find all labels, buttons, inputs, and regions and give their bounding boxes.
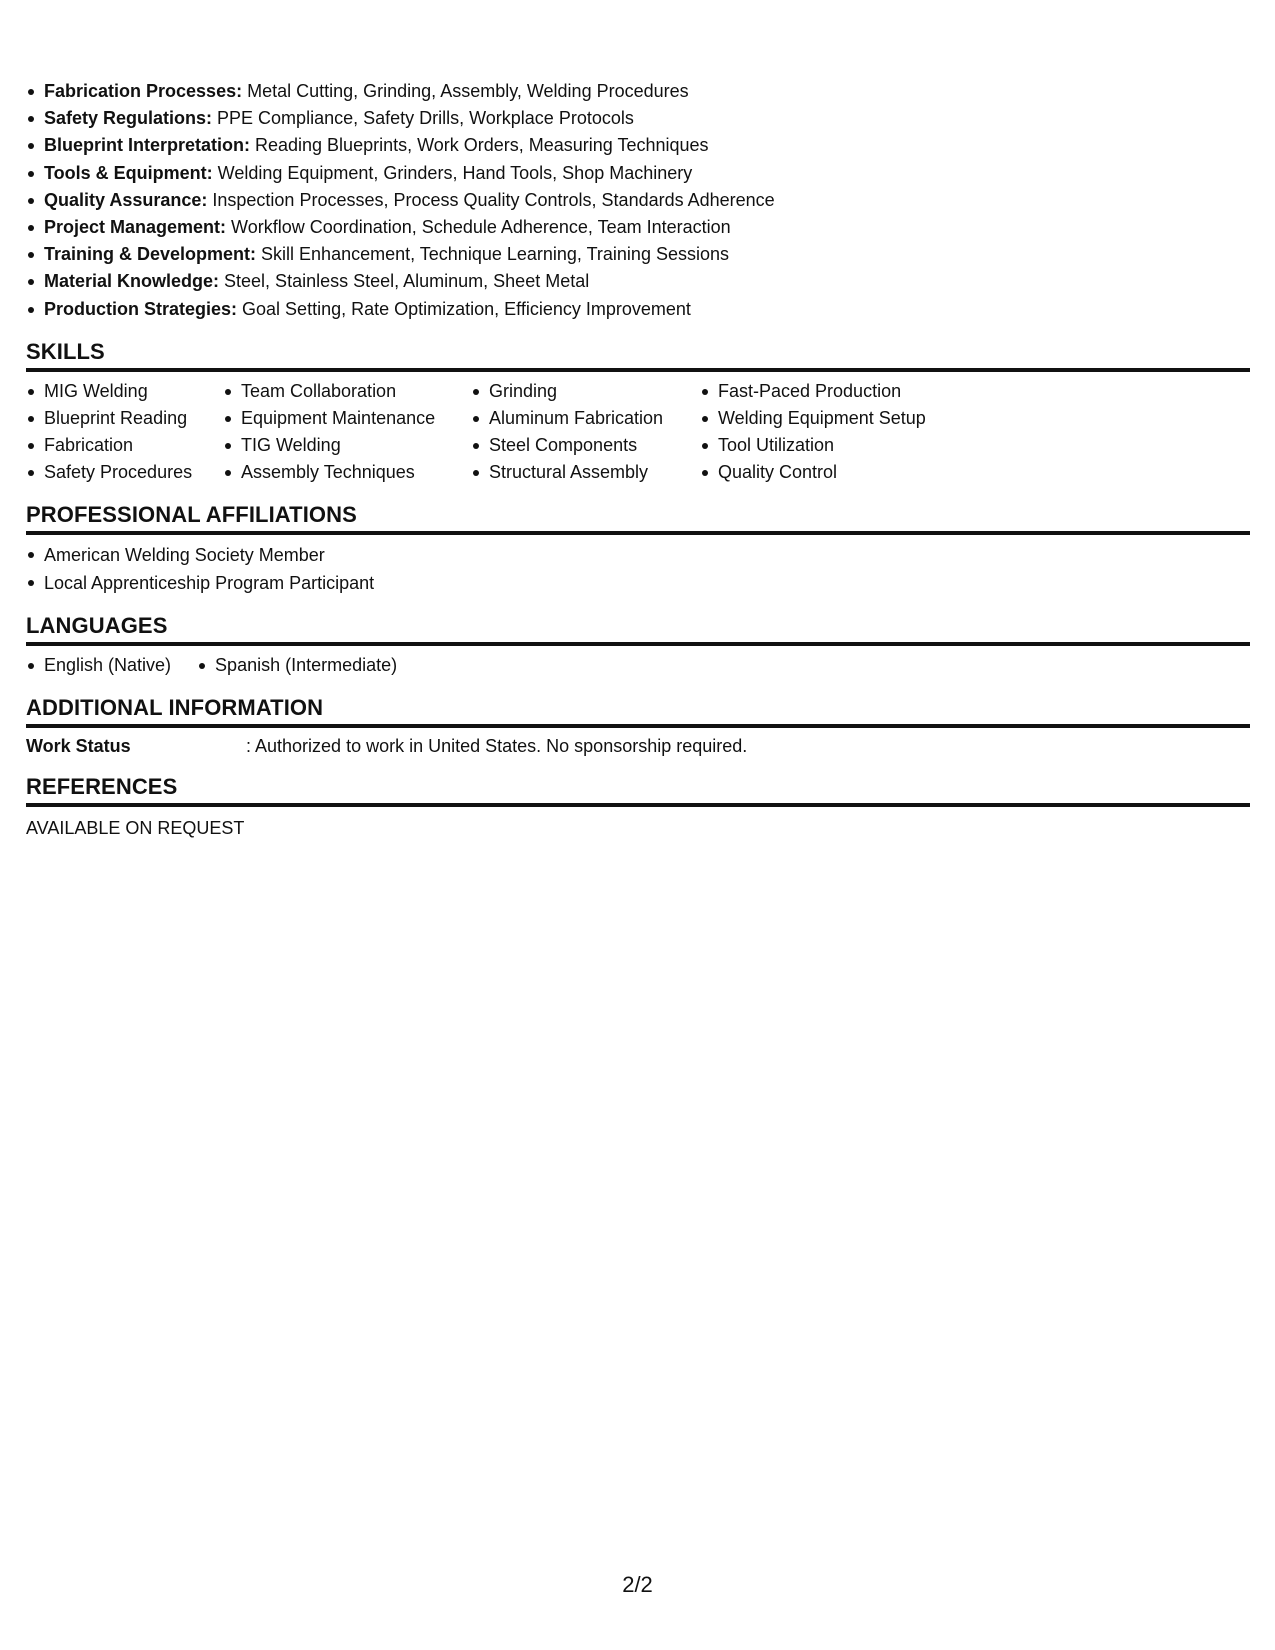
skill-item: Structural Assembly: [471, 459, 700, 486]
work-status-label: Work Status: [26, 735, 131, 756]
competencies-list: [26, 78, 1250, 323]
list-item: [26, 268, 1250, 295]
competency-label: Quality Assurance:: [44, 189, 208, 210]
skill-item: Fabrication: [26, 432, 223, 459]
competency-text: Skill Enhancement, Technique Learning, Training Sessions: [256, 244, 729, 265]
additional-info-heading: ADDITIONAL INFORMATION: [26, 695, 1250, 728]
skills-heading: SKILLS: [26, 339, 1250, 372]
skill-item: Fast-Paced Production: [700, 378, 960, 405]
competency-text: Reading Blueprints, Work Orders, Measuring Techniques: [250, 135, 709, 156]
competency-text: Welding Equipment, Grinders, Hand Tools, Shop Machinery: [212, 162, 693, 183]
skills-column: [700, 378, 960, 486]
competency-label: Tools & Equipment:: [44, 162, 213, 183]
competency-label: Safety Regulations:: [44, 108, 213, 129]
competency-text: PPE Compliance, Safety Drills, Workplace Protocols: [212, 108, 634, 129]
competency-text: Steel, Stainless Steel, Aluminum, Sheet Metal: [219, 271, 590, 292]
skills-column: [471, 378, 700, 486]
competency-label: Production Strategies:: [44, 298, 238, 319]
work-status-row: [26, 734, 1250, 758]
page-number: 2/2: [622, 1572, 653, 1597]
affiliation-item: Local Apprenticeship Program Participant: [26, 569, 1250, 597]
competency-label: Fabrication Processes:: [44, 81, 243, 101]
competency-label: Project Management:: [44, 217, 227, 238]
language-item: Spanish (Intermediate): [197, 652, 397, 679]
skill-item: Equipment Maintenance: [223, 405, 471, 432]
competency-label: Training & Development:: [44, 244, 257, 265]
competency-text: Goal Setting, Rate Optimization, Efficiency Improvement: [237, 298, 691, 319]
references-text: AVAILABLE ON REQUEST: [26, 817, 245, 838]
work-status-value: : Authorized to work in United States. No sponsorship required.: [246, 735, 748, 756]
references-heading: REFERENCES: [26, 774, 1250, 807]
skills-column: [26, 378, 223, 486]
list-item: [26, 105, 1250, 132]
skill-item: Assembly Techniques: [223, 459, 471, 486]
skill-item: MIG Welding: [26, 378, 223, 405]
list-item: [26, 241, 1250, 268]
skill-item: Safety Procedures: [26, 459, 223, 486]
languages-list: [26, 652, 1250, 679]
skills-column: [223, 378, 471, 486]
skill-item: Grinding: [471, 378, 700, 405]
skill-item: Aluminum Fabrication: [471, 405, 700, 432]
list-item: [26, 160, 1250, 187]
list-item: [26, 296, 1250, 323]
affiliation-item: American Welding Society Member: [26, 541, 1250, 569]
competency-text: Inspection Processes, Process Quality Controls, Standards Adherence: [207, 189, 775, 210]
competency-text: Workflow Coordination, Schedule Adherence, Team Interaction: [226, 217, 731, 238]
skill-item: Welding Equipment Setup: [700, 405, 960, 432]
affiliations-heading: PROFESSIONAL AFFILIATIONS: [26, 502, 1250, 535]
list-item: [26, 187, 1250, 214]
skill-item: Team Collaboration: [223, 378, 471, 405]
resume-page-2: [26, 78, 1250, 841]
competency-label: Blueprint Interpretation:: [44, 135, 250, 156]
competency-label: Material Knowledge:: [44, 271, 220, 292]
languages-heading: LANGUAGES: [26, 613, 1250, 646]
affiliations-list: [26, 541, 1250, 597]
language-item: English (Native): [26, 652, 171, 679]
list-item: [26, 78, 1250, 105]
list-item: [26, 132, 1250, 159]
skill-item: Quality Control: [700, 459, 960, 486]
skill-item: TIG Welding: [223, 432, 471, 459]
list-item: [26, 214, 1250, 241]
skill-item: Blueprint Reading: [26, 405, 223, 432]
skill-item: Tool Utilization: [700, 432, 960, 459]
skills-grid: [26, 378, 1250, 486]
competency-text: Metal Cutting, Grinding, Assembly, Welding Procedures: [242, 81, 689, 101]
skill-item: Steel Components: [471, 432, 700, 459]
